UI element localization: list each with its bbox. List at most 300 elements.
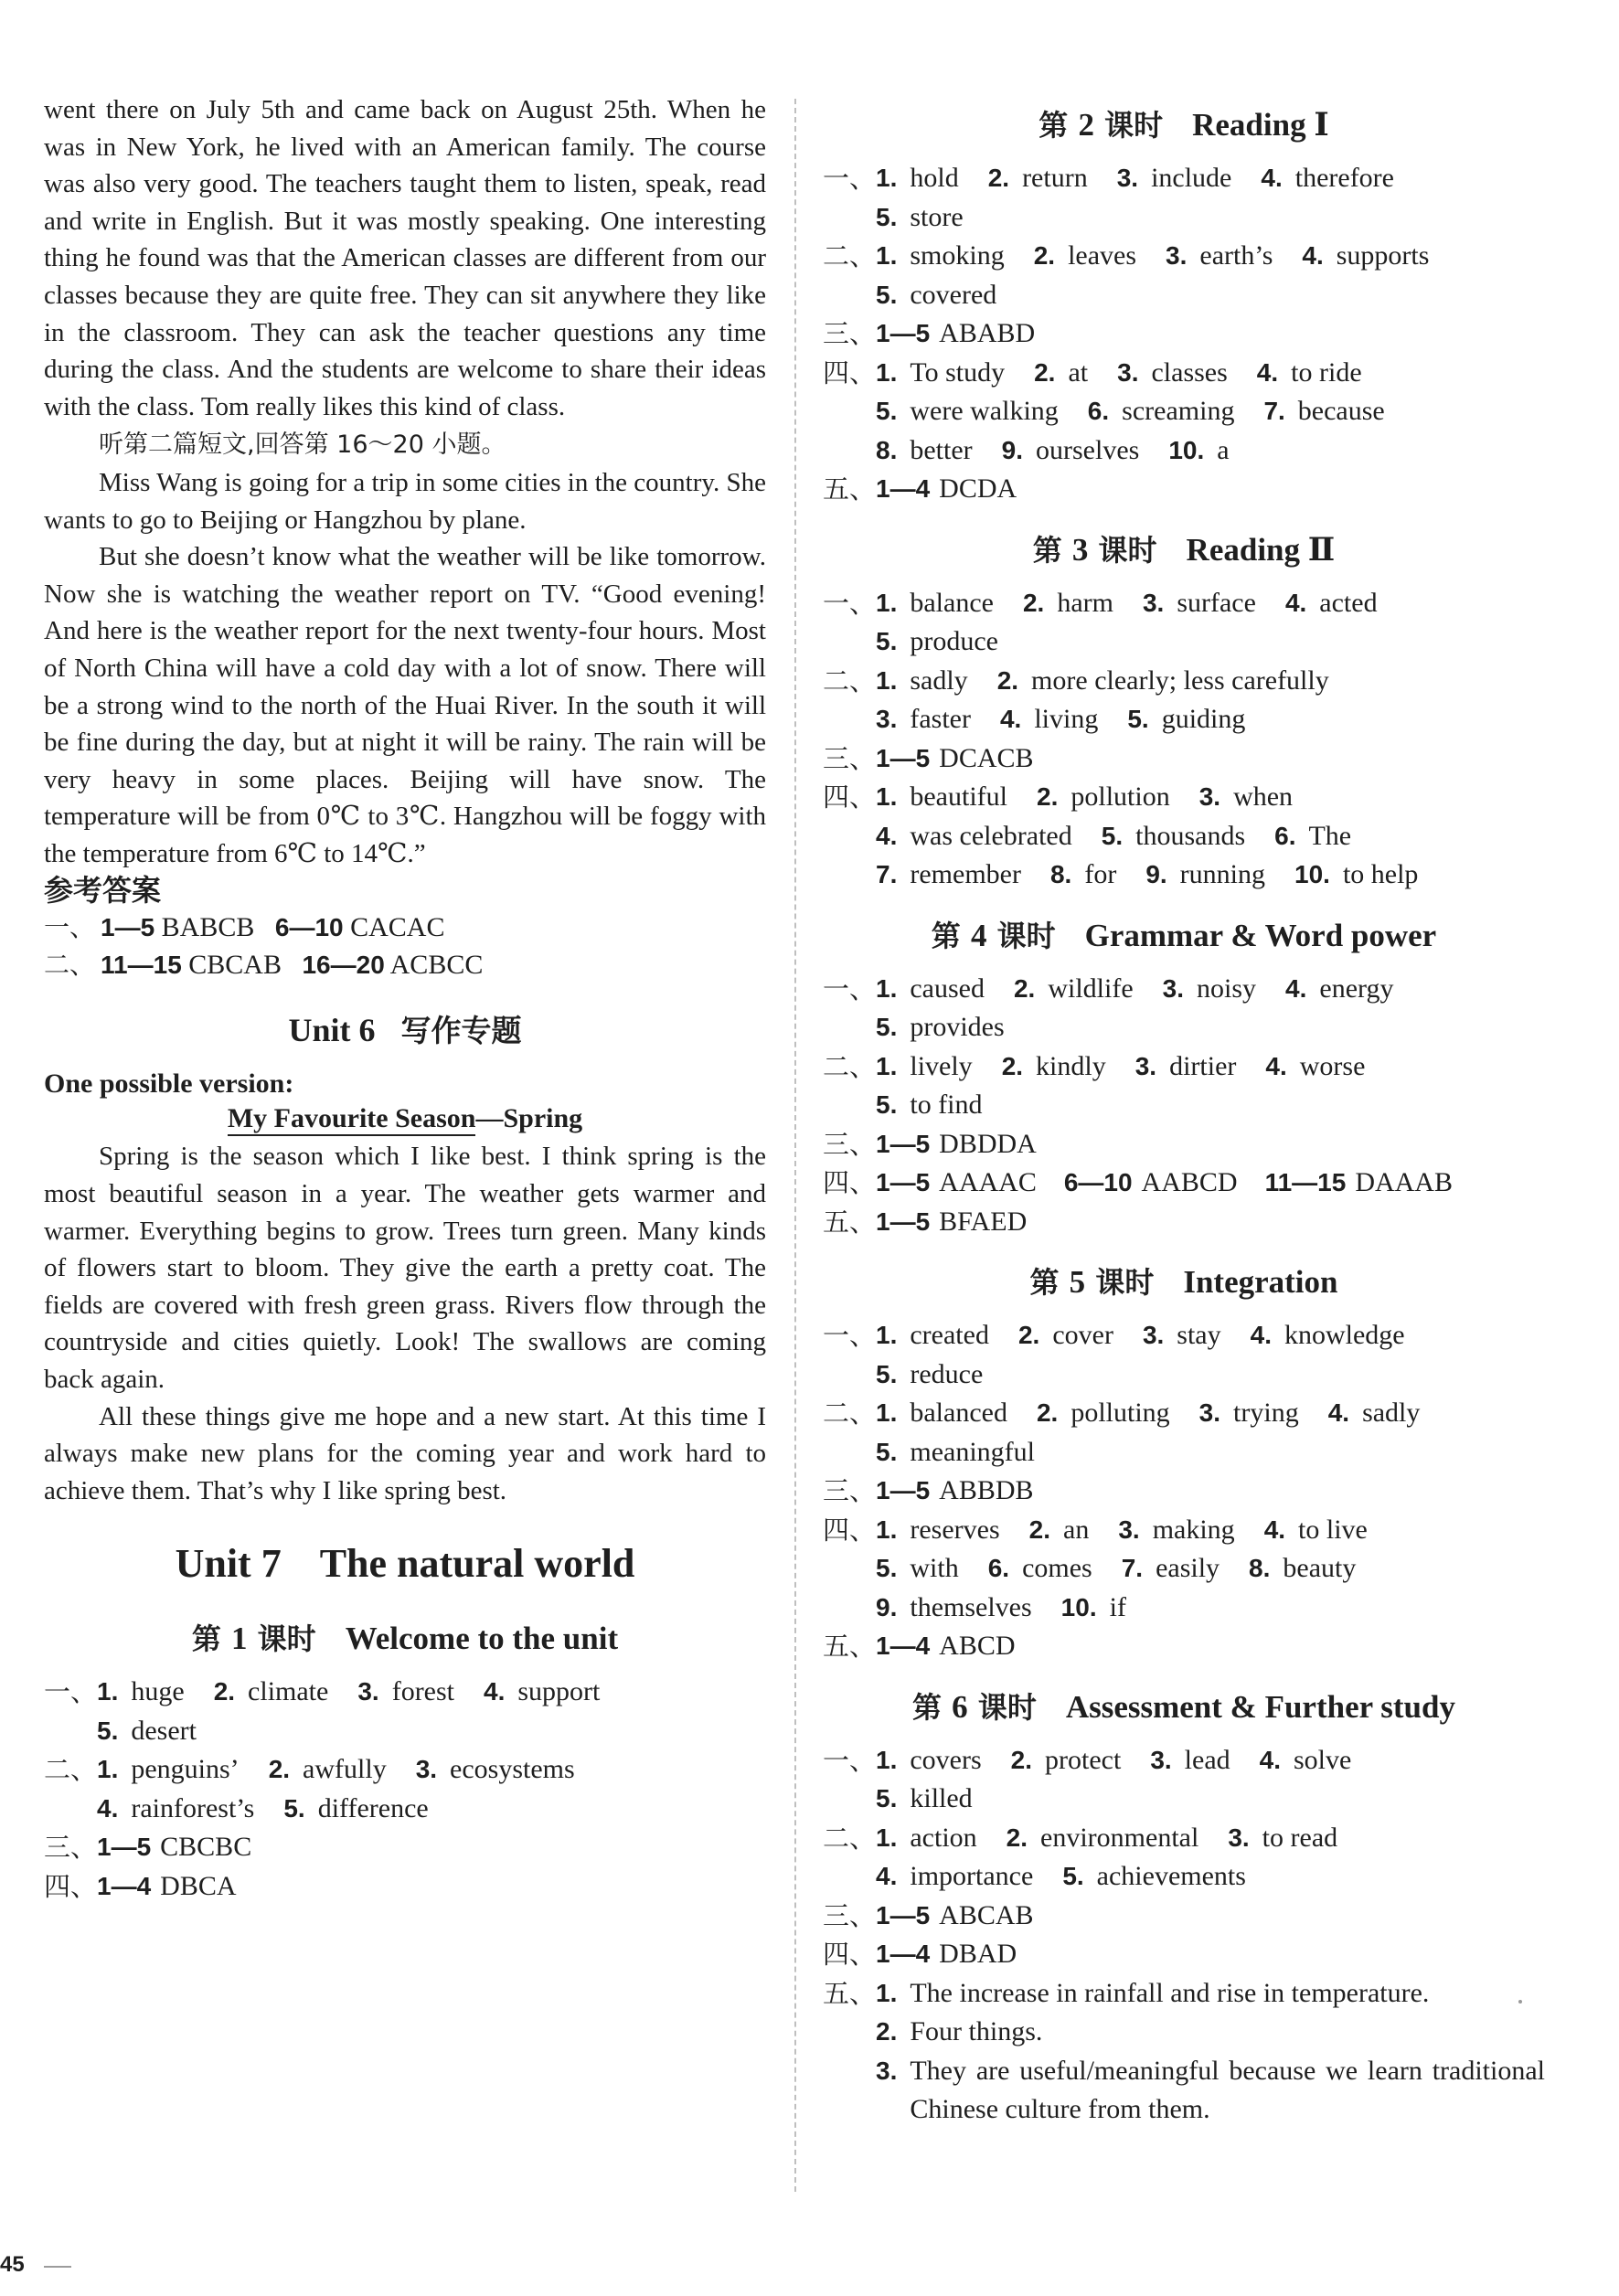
item-number: 1. xyxy=(876,1051,898,1080)
item-number: 5. xyxy=(876,627,898,655)
item-answer: climate xyxy=(248,1676,329,1707)
range: 1—5 xyxy=(876,1900,931,1929)
lesson-6-heading xyxy=(823,1685,1545,1727)
item-answer: stay xyxy=(1177,1320,1221,1350)
item-number: 3. xyxy=(1116,164,1139,192)
section-label: 三、 xyxy=(823,1475,877,1506)
answer-item xyxy=(1263,392,1384,431)
section-label: 三、 xyxy=(823,742,877,774)
item-number: 5. xyxy=(876,1090,898,1119)
lesson-number: 5 xyxy=(1069,1264,1086,1300)
answer-item xyxy=(1034,237,1136,276)
answers: BABCB xyxy=(161,912,255,943)
item-answer: harm xyxy=(1057,587,1113,618)
footer-rule xyxy=(44,2266,71,2268)
answer-row xyxy=(44,1750,766,1790)
item-number: 4. xyxy=(1265,1051,1287,1080)
item-number: 2. xyxy=(996,665,1019,695)
listening-text-part3: But she doesn’t know what the weather will be like tomorrow. Now she is watching the weather report on TV. “Good evening! And here is the weather report for the next twenty-four hours. Most of North China will have a cold day with a lot of snow. There will be a strong wind to the north of the Huai River. In the south it will be fine during the day, but at night it will be rainy. The rain will be very heavy in some places. Beijing will have snow. The temperature will be from 0℃ to 3℃. Hangzhou will be foggy with the temperature from 6℃ to 14℃.” xyxy=(44,542,766,868)
item-answer: making xyxy=(1152,1514,1235,1545)
item-answer: at xyxy=(1068,356,1089,388)
section-label: 一、 xyxy=(823,1320,877,1351)
answer-item xyxy=(876,1316,989,1355)
section-label: 四、 xyxy=(823,1939,877,1970)
answer-row xyxy=(44,1828,766,1867)
answers: AAAAC xyxy=(939,1167,1037,1197)
answer-item xyxy=(1145,856,1265,895)
answer-item xyxy=(97,1712,197,1751)
lesson-2-heading xyxy=(823,102,1545,144)
answer-item xyxy=(1199,1394,1299,1433)
answer-row xyxy=(823,1008,1545,1047)
answer-row xyxy=(823,1472,1545,1511)
item-number: 3. xyxy=(876,705,898,733)
lesson-4-answers xyxy=(823,970,1545,1242)
listening-instruction: 听第二篇短文,回答第 16～20 小题。 xyxy=(99,430,506,460)
item-number: 3. xyxy=(1198,1398,1221,1427)
item-answer: balanced xyxy=(910,1398,1007,1428)
answer-row xyxy=(823,1511,1545,1550)
sentence-answer xyxy=(876,2013,1042,2052)
item-number: 1. xyxy=(876,164,898,192)
item-number: 1. xyxy=(876,782,898,811)
answer-item xyxy=(1260,1741,1352,1780)
answers: DAAAB xyxy=(1355,1167,1453,1197)
answer-item xyxy=(1037,778,1170,817)
item-answer: The xyxy=(1308,820,1352,851)
answers: ABBDB xyxy=(939,1475,1034,1505)
item-number: 3. xyxy=(1162,973,1185,1003)
item-answer: reduce xyxy=(910,1358,984,1389)
lesson-1-heading xyxy=(44,1616,766,1658)
item-number: 4. xyxy=(484,1677,506,1706)
item-number: 5. xyxy=(1127,705,1149,733)
range: 1—5 xyxy=(876,1168,931,1196)
item-number: 1. xyxy=(97,1677,119,1706)
answer-item xyxy=(876,276,996,315)
item-answer: therefore xyxy=(1294,163,1394,193)
lesson-5-heading xyxy=(823,1260,1545,1302)
section-label: 一、 xyxy=(823,587,877,619)
item-number: 3. xyxy=(415,1755,438,1784)
answer-item xyxy=(1143,584,1256,623)
item-number: 2. xyxy=(1028,1515,1050,1544)
lesson-3-heading xyxy=(823,527,1545,569)
answer-row xyxy=(823,1741,1545,1780)
item-number: 2. xyxy=(1017,1321,1040,1349)
section-label: 四、 xyxy=(823,356,877,388)
version-label: One possible version: xyxy=(44,1068,294,1100)
item-answer: covered xyxy=(910,279,997,310)
answer-row xyxy=(823,314,1545,354)
item-number: 1. xyxy=(876,1398,898,1427)
item-answer: kindly xyxy=(1036,1050,1106,1081)
range: 1—4 xyxy=(97,1871,152,1900)
item-number: 6. xyxy=(1087,397,1110,425)
answer-item xyxy=(876,1511,1000,1550)
item-number: 2. xyxy=(1010,1745,1033,1774)
item-number: 3. xyxy=(1117,357,1139,387)
print-speck xyxy=(1518,2000,1522,2004)
item-answer: rainforest’s xyxy=(131,1792,255,1823)
item-answer: include xyxy=(1151,163,1232,193)
item-answer: support xyxy=(517,1676,601,1707)
answers: DBDDA xyxy=(939,1128,1037,1159)
item-answer: store xyxy=(910,201,964,232)
answer-row xyxy=(823,276,1545,315)
answer-item xyxy=(1117,159,1232,198)
answer-item xyxy=(484,1673,600,1712)
section-label: 二、 xyxy=(823,240,877,271)
answers: DCACB xyxy=(939,742,1034,773)
answer-row xyxy=(823,1164,1545,1203)
answer-item xyxy=(876,1047,973,1087)
answer-row xyxy=(823,700,1545,739)
answer-item xyxy=(876,1549,959,1589)
lesson-number: 6 xyxy=(952,1688,968,1725)
unit6-number: Unit 6 xyxy=(288,1012,376,1049)
item-answer: difference xyxy=(317,1792,429,1823)
item-answer: better xyxy=(910,434,973,465)
item-number: 5. xyxy=(97,1716,119,1745)
answer-row xyxy=(823,1355,1545,1395)
answer-item xyxy=(416,1750,575,1790)
item-answer: hold xyxy=(910,163,959,193)
item-number: 7. xyxy=(1263,397,1285,425)
answer-item xyxy=(876,354,1005,393)
item-number: 2. xyxy=(1022,588,1045,617)
item-answer: remember xyxy=(910,859,1021,889)
answer-item xyxy=(1007,1819,1199,1858)
item-answer: surface xyxy=(1177,587,1256,618)
lesson-suffix: 课时 xyxy=(1098,532,1157,568)
essay-title xyxy=(44,1103,766,1134)
answer-item xyxy=(1274,817,1351,856)
item-number: 4. xyxy=(1256,357,1279,387)
answer-item xyxy=(1062,1857,1246,1897)
answer-item xyxy=(1002,1047,1106,1087)
item-number: 4. xyxy=(1259,1745,1281,1774)
section-label: 三、 xyxy=(823,318,877,349)
item-answer: penguins’ xyxy=(131,1754,240,1785)
range: 11—15 xyxy=(101,951,182,980)
answer-item xyxy=(1294,856,1418,895)
answer-item xyxy=(876,856,1021,895)
item-answer: They are useful/meaningful because we learn traditional Chinese culture from them. xyxy=(910,2055,1545,2124)
answer-row xyxy=(823,2013,1545,2052)
answer-row xyxy=(823,1627,1545,1666)
answer-item xyxy=(1117,354,1228,393)
answer-row xyxy=(44,1790,766,1829)
lesson-title: Reading Ⅰ xyxy=(1192,107,1329,143)
item-number: 2. xyxy=(268,1755,291,1784)
item-number: 1. xyxy=(876,1823,898,1852)
answer-row xyxy=(823,1974,1545,2014)
item-answer: faster xyxy=(910,704,971,734)
item-number: 5. xyxy=(876,202,898,231)
item-answer: to ride xyxy=(1291,356,1362,388)
answer-row xyxy=(823,856,1545,895)
item-answer: provides xyxy=(910,1012,1005,1042)
answers: ABCAB xyxy=(939,1899,1034,1930)
unit6-heading xyxy=(44,1007,766,1050)
answer-item xyxy=(1228,1819,1337,1858)
answer-row xyxy=(823,1897,1545,1936)
section-label: 二、 xyxy=(823,664,877,696)
item-number: 5. xyxy=(876,1554,898,1582)
range: 1—5 xyxy=(876,319,931,347)
item-answer: forest xyxy=(391,1676,455,1707)
item-answer: a xyxy=(1217,434,1230,465)
answer-item xyxy=(876,662,968,701)
item-answer: lead xyxy=(1184,1744,1230,1775)
item-number: 9. xyxy=(1001,435,1024,464)
item-number: 2. xyxy=(876,2017,898,2046)
answer-row xyxy=(823,392,1545,431)
item-answer: covers xyxy=(910,1744,982,1775)
item-number: 6. xyxy=(987,1554,1010,1582)
item-answer: awfully xyxy=(303,1754,387,1785)
section-label: 四、 xyxy=(823,1167,877,1198)
item-answer: to live xyxy=(1298,1514,1368,1545)
item-number: 3. xyxy=(1166,241,1188,270)
item-number: 3. xyxy=(1118,1515,1140,1544)
reference-answers-line-1 xyxy=(44,909,766,946)
answer-row xyxy=(823,1549,1545,1589)
item-answer: pollution xyxy=(1070,781,1170,812)
range: 16—20 xyxy=(302,951,385,980)
answer-item xyxy=(1000,700,1098,739)
answer-row xyxy=(823,354,1545,393)
section-label: 三、 xyxy=(44,1832,98,1864)
lesson-suffix: 课时 xyxy=(1095,1265,1155,1300)
answer-item xyxy=(1034,354,1088,393)
lesson-prefix: 第 xyxy=(1032,532,1062,568)
item-answer: acted xyxy=(1319,587,1378,618)
answer-item xyxy=(1168,431,1229,471)
item-answer: reserves xyxy=(910,1514,1000,1545)
item-number: 7. xyxy=(1121,1554,1144,1582)
lesson-prefix: 第 xyxy=(1029,1265,1060,1300)
range: 1—5 xyxy=(97,1833,152,1862)
item-number: 1. xyxy=(876,241,898,270)
listening-text-part2: Miss Wang is going for a trip in some cities in the country. She wants to go to Beijing or Hangzhou by plane. xyxy=(44,467,766,535)
item-number: 2. xyxy=(1001,1051,1024,1080)
section-label: 一、 xyxy=(823,1744,877,1776)
answer-item xyxy=(1122,1549,1220,1589)
item-answer: was celebrated xyxy=(910,820,1072,851)
answer-item xyxy=(876,1355,983,1395)
item-number: 3. xyxy=(357,1677,379,1706)
item-number: 1. xyxy=(876,1978,898,2007)
answer-row xyxy=(823,1589,1545,1628)
item-number: 4. xyxy=(1263,1515,1286,1544)
item-answer: to help xyxy=(1342,859,1419,889)
item-number: 3. xyxy=(1142,1321,1165,1349)
item-answer: polluting xyxy=(1070,1398,1170,1428)
item-answer: guiding xyxy=(1161,704,1246,734)
item-number: 4. xyxy=(999,705,1022,733)
answer-row xyxy=(44,1673,766,1712)
answer-item xyxy=(988,1549,1092,1589)
lesson-2-answers xyxy=(823,159,1545,509)
section-label: 二、 xyxy=(823,1050,877,1082)
item-number: 3. xyxy=(1142,588,1165,617)
item-answer: protect xyxy=(1045,1744,1122,1775)
answer-item xyxy=(1261,159,1394,198)
item-answer: huge xyxy=(131,1676,185,1707)
answer-item xyxy=(1061,1589,1126,1628)
answer-item xyxy=(1088,392,1235,431)
answer-item xyxy=(1023,584,1113,623)
answer-item xyxy=(1251,1316,1405,1355)
item-number: 5. xyxy=(876,1013,898,1041)
answers: CACAC xyxy=(350,912,445,943)
section-label: 三、 xyxy=(823,1128,877,1160)
section-label: 五、 xyxy=(823,1631,877,1662)
answer-row xyxy=(44,1712,766,1751)
item-answer: environmental xyxy=(1040,1822,1199,1853)
section-label: 三、 xyxy=(823,1899,877,1931)
item-answer: screaming xyxy=(1122,396,1235,426)
item-number: 5. xyxy=(876,280,898,309)
answer-item xyxy=(1011,1741,1122,1780)
answer-item xyxy=(876,237,1005,276)
unit7-heading xyxy=(44,1540,766,1587)
item-number: 1. xyxy=(876,1321,898,1349)
answers: AABCD xyxy=(1141,1167,1238,1197)
section-label: 四、 xyxy=(823,1514,877,1546)
answer-item xyxy=(876,1394,1007,1433)
range: 1—5 xyxy=(876,743,931,772)
answer-item xyxy=(876,778,1007,817)
item-answer: sadly xyxy=(910,664,968,696)
lesson-title: Integration xyxy=(1183,1264,1338,1300)
answer-row xyxy=(823,662,1545,701)
column-divider xyxy=(794,99,796,2192)
item-number: 3. xyxy=(1150,1745,1172,1774)
lesson-title: Assessment & Further study xyxy=(1065,1688,1455,1725)
item-number: 8. xyxy=(1049,860,1072,888)
answers: ABABD xyxy=(939,318,1036,348)
item-answer: ourselves xyxy=(1036,434,1140,465)
item-answer: leaves xyxy=(1068,240,1137,271)
item-answer: because xyxy=(1297,396,1385,426)
item-number: 5. xyxy=(876,397,898,425)
section-label: 一、 xyxy=(44,912,96,943)
item-answer: were walking xyxy=(910,396,1059,426)
item-number: 5. xyxy=(1062,1862,1084,1890)
section-label: 二、 xyxy=(823,1398,877,1429)
item-answer: noisy xyxy=(1197,973,1257,1004)
answer-row xyxy=(823,1857,1545,1897)
answer-item xyxy=(1014,970,1134,1009)
item-number: 10. xyxy=(1168,435,1205,464)
answer-item xyxy=(876,1008,1005,1047)
item-answer: The increase in rainfall and rise in temperature. xyxy=(910,1977,1430,2008)
item-answer: easily xyxy=(1156,1553,1220,1583)
answer-item xyxy=(876,622,998,662)
answer-item xyxy=(1265,1047,1365,1087)
reference-answers-line-2 xyxy=(44,946,766,983)
range: 1—5 xyxy=(101,913,155,942)
lesson-prefix: 第 xyxy=(191,1621,221,1657)
range: 11—15 xyxy=(1264,1168,1347,1196)
item-number: 4. xyxy=(1302,241,1324,270)
item-answer: Four things. xyxy=(910,2016,1043,2046)
answer-item xyxy=(997,662,1329,701)
answer-item xyxy=(876,431,973,471)
answer-item xyxy=(1199,778,1293,817)
item-number: 2. xyxy=(1013,973,1036,1003)
item-number: 2. xyxy=(213,1677,236,1706)
item-answer: earth’s xyxy=(1199,240,1273,271)
section-label: 五、 xyxy=(823,1206,877,1238)
item-answer: worse xyxy=(1299,1050,1366,1081)
section-label: 一、 xyxy=(823,973,877,1004)
range: 6—10 xyxy=(274,913,344,942)
item-number: 1. xyxy=(876,1515,898,1544)
answer-item xyxy=(1150,1741,1230,1780)
answers: ABCD xyxy=(939,1631,1016,1661)
item-number: 5. xyxy=(876,1359,898,1388)
answers: ACBCC xyxy=(389,950,484,981)
left-column xyxy=(44,91,766,1906)
answer-item xyxy=(876,970,985,1009)
item-number: 2. xyxy=(1033,241,1056,270)
answer-item xyxy=(1166,237,1273,276)
answer-item xyxy=(876,1589,1032,1628)
item-answer: balance xyxy=(910,587,994,618)
answer-item xyxy=(876,817,1072,856)
answer-item xyxy=(876,1433,1035,1472)
item-answer: beauty xyxy=(1283,1553,1357,1583)
page-number: 45 xyxy=(0,2252,25,2277)
item-number: 1. xyxy=(876,1745,898,1774)
right-column xyxy=(823,102,1545,2130)
item-number: 2. xyxy=(987,164,1010,192)
answers: DBAD xyxy=(939,1939,1017,1969)
lesson-suffix: 课时 xyxy=(257,1621,316,1657)
item-number: 9. xyxy=(1145,860,1167,888)
answers: DBCA xyxy=(160,1870,237,1901)
answer-item xyxy=(876,700,971,739)
unit6-title: 写作专题 xyxy=(400,1013,522,1049)
item-number: 4. xyxy=(97,1793,119,1823)
item-answer: an xyxy=(1063,1514,1090,1545)
item-answer: caused xyxy=(910,973,985,1004)
answer-item xyxy=(1029,1511,1090,1550)
unit7-number: Unit 7 xyxy=(175,1541,282,1587)
item-answer: smoking xyxy=(910,240,1005,271)
answer-row xyxy=(823,431,1545,471)
item-number: 5. xyxy=(876,1784,898,1812)
item-answer: To study xyxy=(910,356,1006,388)
answer-item xyxy=(1002,431,1140,471)
answer-row xyxy=(823,1433,1545,1472)
answer-row xyxy=(823,159,1545,198)
item-answer: lively xyxy=(910,1050,973,1081)
lesson-1-answers xyxy=(44,1673,766,1906)
essay-paragraph-2: All these things give me hope and a new start. At this time I always make new plans for the coming year and work hard to achieve them. That’s why I like spring best. xyxy=(44,1401,766,1505)
lesson-title: Grammar & Word power xyxy=(1084,917,1437,953)
item-number: 1. xyxy=(876,357,898,387)
item-number: 4. xyxy=(1250,1321,1272,1349)
answer-item xyxy=(876,1857,1033,1897)
item-number: 4. xyxy=(876,1862,898,1890)
lesson-number: 2 xyxy=(1078,107,1094,143)
item-number: 10. xyxy=(1294,860,1330,888)
